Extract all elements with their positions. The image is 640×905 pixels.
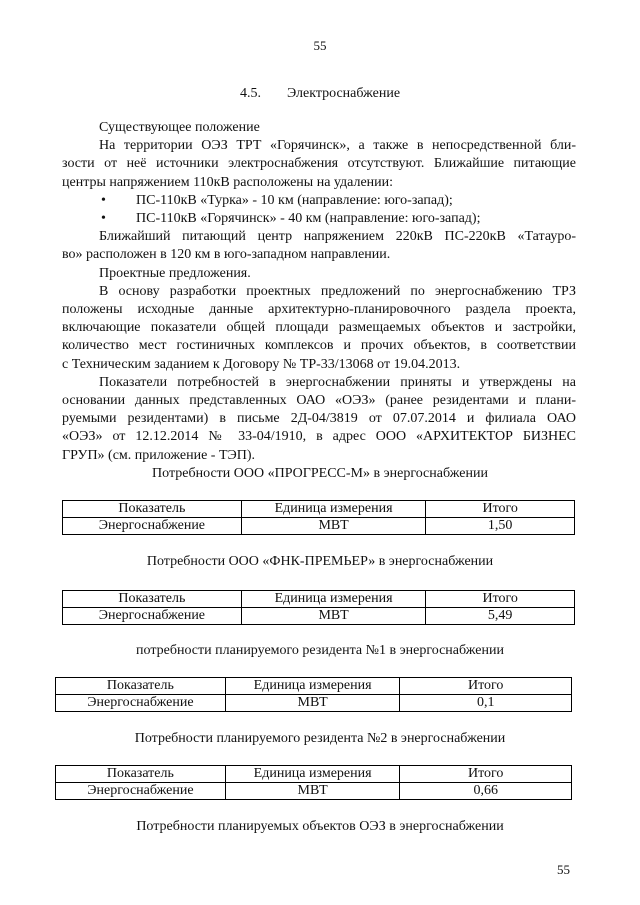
page-number-top: 55 bbox=[313, 38, 327, 53]
table-header-row bbox=[63, 591, 575, 608]
paragraph-line: включающие показатели общей площади размещаемых объектов и застройки, bbox=[62, 320, 576, 336]
paragraph-line: На территории ОЭЗ ТРТ «Горячинск», а также в непосредственной бли- bbox=[99, 138, 576, 154]
table-caption: Потребности планируемых объектов ОЭЗ в энергоснабжении bbox=[136, 819, 504, 834]
paragraph-line: во» расположен в 120 км в юго-западном направлении. bbox=[62, 247, 391, 263]
bullet-item bbox=[62, 210, 576, 228]
header-cell: Итого bbox=[426, 591, 575, 608]
paragraph-line: положены исходные данные архитектурно-планировочного раздела проекта, bbox=[62, 302, 576, 318]
paragraph-line: «ОЭЗ» от 12.12.2014 № 33-04/1910, в адрес ООО «АРХИТЕКТОР БИЗНЕС bbox=[62, 429, 576, 445]
header-cell: Единица измерения bbox=[241, 501, 426, 518]
data-table bbox=[62, 500, 575, 535]
table-cell: Энергоснабжение bbox=[56, 783, 226, 800]
header-cell: Итого bbox=[400, 766, 572, 783]
table-cell: 5,49 bbox=[426, 608, 575, 625]
section-number: 4.5. bbox=[239, 86, 261, 101]
paragraph-line: В основу разработки проектных предложений по энергоснабжению ТРЗ bbox=[99, 283, 576, 299]
table-cell: МВТ bbox=[225, 695, 400, 712]
table-caption: Потребности ООО «ФНК-ПРЕМЬЕР» в энергоснабжении bbox=[146, 554, 494, 569]
table-cell: Энергоснабжение bbox=[63, 608, 242, 625]
header-cell: Итого bbox=[426, 501, 575, 518]
data-table bbox=[62, 590, 575, 625]
table-cell: МВТ bbox=[241, 518, 426, 535]
existing-heading: Существующее положение bbox=[99, 120, 260, 135]
table-cell: 0,66 bbox=[400, 783, 572, 800]
paragraph-line: основании данных представленных ОАО «ОЭЗ» (ранее резидентами и плани- bbox=[62, 393, 576, 409]
table-cell: МВТ bbox=[241, 608, 426, 625]
bullet-item bbox=[62, 192, 576, 210]
paragraph-line: руемыми резидентами) в письме 2Д-04/3819 от 07.07.2014 и филиала ОАО bbox=[62, 411, 576, 427]
table-caption: Потребности планируемого резидента №2 в энергоснабжении bbox=[134, 731, 506, 746]
paragraph-line: с Техническим заданием к Договору № ТР-33/13068 от 19.04.2013. bbox=[62, 356, 461, 372]
table-caption: потребности планируемого резидента №1 в энергоснабжении bbox=[136, 643, 504, 658]
table-cell: Энергоснабжение bbox=[56, 695, 226, 712]
data-table bbox=[55, 677, 572, 712]
paragraph-line: Ближайший питающий центр напряжением 220кВ ПС-220кВ «Татауро- bbox=[99, 229, 576, 245]
table-row bbox=[63, 608, 575, 625]
table-cell: Энергоснабжение bbox=[63, 518, 242, 535]
bullet-text: ПС-110кВ «Турка» - 10 км (направление: юго-запад); bbox=[136, 192, 453, 208]
header-cell: Единица измерения bbox=[241, 591, 426, 608]
header-cell: Показатель bbox=[56, 678, 226, 695]
table-header-row bbox=[63, 501, 575, 518]
table-row bbox=[56, 695, 572, 712]
paragraph-line: Показатели потребностей в энергоснабжении приняты и утверждены на bbox=[99, 374, 576, 390]
bullet-text: ПС-110кВ «Горячинск» - 40 км (направление: юго-запад); bbox=[136, 211, 481, 227]
section-heading bbox=[0, 86, 640, 102]
header-cell: Показатель bbox=[63, 501, 242, 518]
bullet-icon: • bbox=[101, 211, 106, 227]
table-header-row bbox=[56, 766, 572, 783]
proposals-heading: Проектные предложения. bbox=[99, 265, 251, 281]
page-number-bottom: 55 bbox=[557, 862, 570, 877]
header-cell: Показатель bbox=[56, 766, 226, 783]
paragraph-line: зости от неё источники электроснабжения отсутствуют. Ближайшие питающие bbox=[62, 156, 576, 172]
paragraph-line: количество мест гостиничных комплексов и прочих объектов, в соответствии bbox=[62, 338, 576, 354]
data-table bbox=[55, 765, 572, 800]
table-cell: МВТ bbox=[225, 783, 400, 800]
body-text bbox=[62, 119, 576, 465]
bullet-icon: • bbox=[101, 192, 106, 208]
table-cell: 1,50 bbox=[426, 518, 575, 535]
table-cell: 0,1 bbox=[400, 695, 572, 712]
paragraph-line: ГРУП» (см. приложение - ТЭП). bbox=[62, 447, 256, 463]
table-row bbox=[56, 783, 572, 800]
table-header-row bbox=[56, 678, 572, 695]
section-title: Электроснабжение bbox=[286, 86, 401, 101]
table-row bbox=[63, 518, 575, 535]
header-cell: Единица измерения bbox=[225, 678, 400, 695]
header-cell: Итого bbox=[400, 678, 572, 695]
header-cell: Единица измерения bbox=[225, 766, 400, 783]
table-caption: Потребности ООО «ПРОГРЕСС-М» в энергоснабжении bbox=[152, 466, 488, 481]
header-cell: Показатель bbox=[63, 591, 242, 608]
paragraph-line: центры напряжением 110кВ расположены на удалении: bbox=[62, 174, 394, 190]
